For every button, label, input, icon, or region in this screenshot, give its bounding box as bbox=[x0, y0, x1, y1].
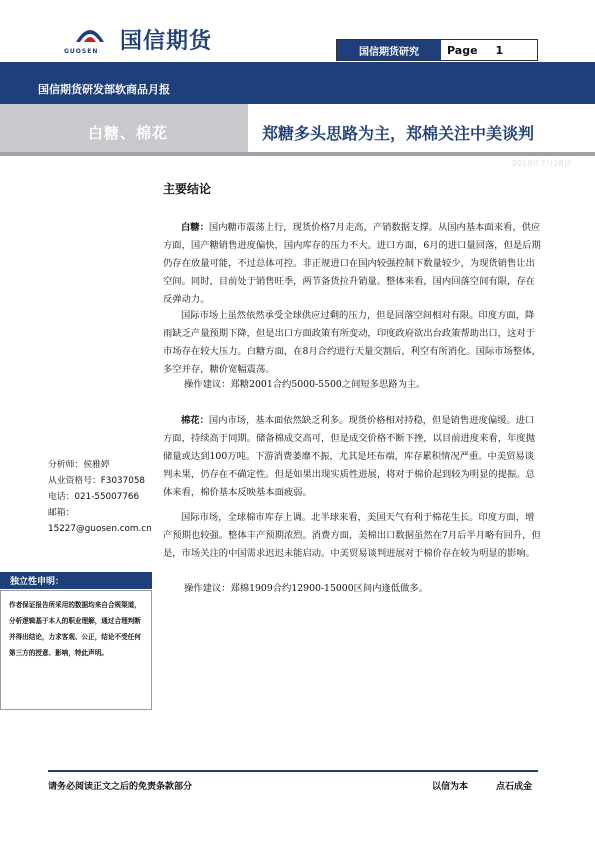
sugar-advice: 操作建议：郑糖2001合约5000-5500之间短多思路为主。 bbox=[184, 379, 426, 390]
header-page bbox=[441, 40, 503, 60]
header-page-box bbox=[336, 39, 538, 61]
page-number: 1 bbox=[495, 43, 504, 57]
header-dept: 国信期货研究 bbox=[337, 40, 441, 60]
company-name-en: GUOSEN bbox=[64, 48, 99, 55]
company-name: 国信期货 bbox=[120, 29, 213, 54]
paragraph-cotton-intl: 国际市场，全球棉市库存上调。北半球来看，美国天气有利于棉花生长。印度方面，增产预期也较强。整体丰产预期浓烈。消费方面，美棉出口数据虽然在7月后半月略有回升，但是，市场关注的中国需求迟迟未能启动。中美贸易谈判进展对于棉价存在较为明显的影响。 bbox=[163, 512, 541, 559]
declaration-text: 作者保证报告所采用的数据均来自合规渠道，分析逻辑基于本人的职业理解，通过合理判断并得出结论，力求客观、公正，结论不受任何第三方的授意、影响，特此声明。 bbox=[0, 590, 152, 710]
paragraph-sugar-intl: 国际市场上虽然依然承受全球供应过剩的压力，但是回落空间相对有限。印度方面，降雨缺乏产量预期下降，但是出口方面政策有所变动，印度政府欲出台政策帮助出口，这对于市场存在较大压力。白糖方面，在8月合约进行天量交割后，利空有所消化。国际市场整体，多空并存，糖价宽幅震荡。 bbox=[163, 310, 541, 375]
headline: 郑糖多头思路为主，郑棉关注中美谈判 bbox=[262, 124, 535, 143]
section-title: 主要结论 bbox=[163, 182, 212, 196]
analyst-email: 邮箱：15227@guosen.com.cn bbox=[48, 508, 152, 534]
report-series: 国信期货研发部软商品月报 bbox=[38, 83, 170, 96]
footer-motto-1: 以信为本 bbox=[432, 782, 469, 792]
analyst-license: 从业资格号：F3037058 bbox=[48, 476, 146, 486]
footer-disclaimer: 请务必阅读正文之后的免责条款部分 bbox=[48, 782, 193, 792]
product-title: 白糖、棉花 bbox=[88, 124, 169, 142]
paragraph-sugar bbox=[163, 219, 543, 309]
cotton-advice: 操作建议：郑棉1909合约12900-15000区间内逢低做多。 bbox=[184, 583, 428, 594]
sugar-text: 国内糖市震荡上行，现货价格7月走高，产销数据支撑。从国内基本面来看，供应方面，国产糖销售进度偏快，国内库存的压力不大。进口方面，6月的进口量回落，但是后期仍存在放量可能，不过总体可控。非正规进口在国内较强控制下数量较少，为现货销售让出空间。同时，目前处于销售旺季，两节备货拉升销量。整体来看，国内回落空间有限，存在反弹动力。 bbox=[163, 222, 541, 305]
page-label: Page bbox=[447, 43, 478, 57]
analyst-phone: 电话：021-55007766 bbox=[48, 492, 140, 502]
paragraph-cotton bbox=[163, 412, 543, 502]
analyst-name: 分析师：侯雅婷 bbox=[48, 460, 110, 470]
sugar-lead: 白糖： bbox=[181, 222, 209, 233]
report-date: 2019年7月28日 bbox=[512, 159, 572, 168]
cotton-text: 国内市场，基本面依然缺乏利多。现货价格相对持稳，但是销售进度偏缓。进口方面，持续高于同期。储备棉成交高可，但是成交价格不断下挫，以目前进度来看，年度抛储量或达到100万吨。下游消费萎靡不振，尤其是坯布端，库存累积情况严重。中美贸易谈判未果，仍存在不确定性。但是如果出现实质性进展，将对于棉价起到较为明显的提振。总体来看，棉价基本反映基本面疲弱。 bbox=[163, 415, 535, 498]
declaration-title: 独立性申明： bbox=[0, 572, 152, 589]
band-divider bbox=[0, 152, 595, 156]
company-logo-icon bbox=[72, 22, 108, 46]
footer-motto-2: 点石成金 bbox=[496, 782, 533, 792]
cotton-lead: 棉花： bbox=[181, 415, 209, 426]
footer-divider bbox=[48, 770, 538, 772]
